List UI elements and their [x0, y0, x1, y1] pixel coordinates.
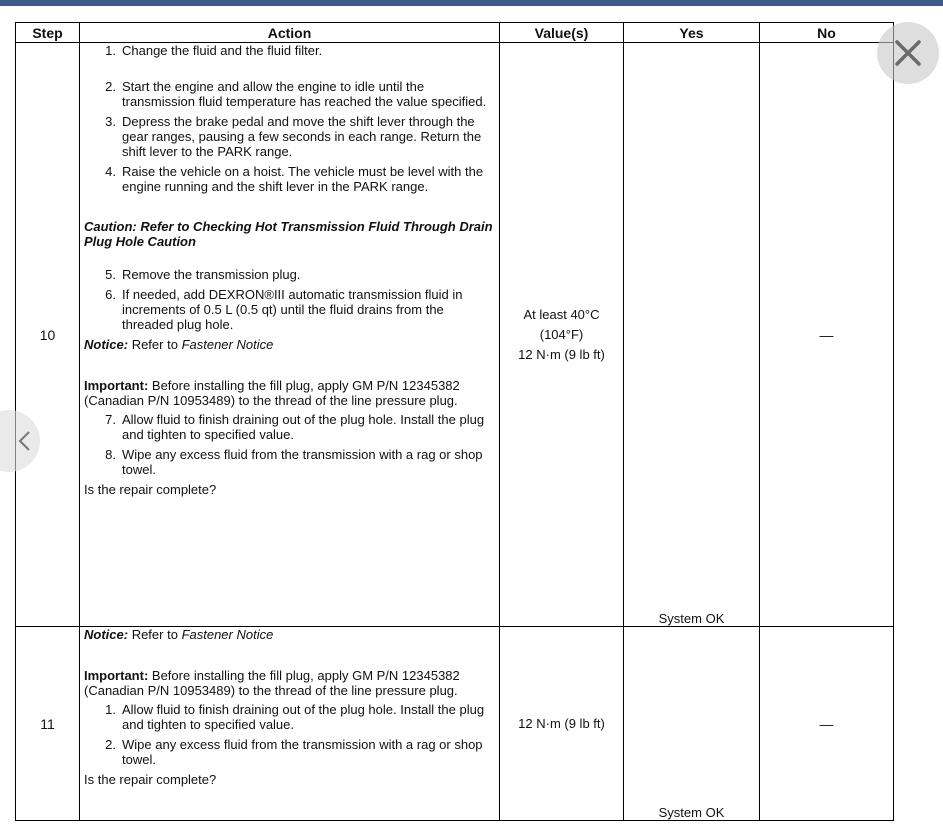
yes-cell: System OK	[624, 43, 760, 627]
window-top-bar	[0, 0, 943, 6]
list-item: 4. Raise the vehicle on a hoist. The vehicle must be level with the engine running and the shift lever in the PARK range.	[105, 164, 484, 194]
list-item: 3. Depress the brake pedal and move the shift lever through the gear ranges, pausing a few seconds in each range. Return the shift lever to the PARK range.	[105, 114, 482, 159]
list-item: 1. Allow fluid to finish draining out of the plug hole. Install the plug and tighten to specified value.	[105, 702, 485, 732]
question-text: Is the repair complete?	[84, 772, 217, 787]
no-dash: —	[819, 326, 834, 343]
question-text: Is the repair complete?	[84, 482, 217, 497]
no-cell	[760, 627, 894, 821]
action-cell	[80, 43, 500, 627]
header-no: No	[760, 23, 894, 43]
yes-cell: System OK	[624, 627, 760, 821]
table-row-step-11	[16, 627, 894, 821]
important-note: Important: Before installing the fill plug, apply GM P/N 12345382 (Canadian P/N 10953489) to the thread of the line pressure plug.	[84, 668, 460, 698]
list-item: 7. Allow fluid to finish draining out of the plug hole. Install the plug and tighten to specified value.	[105, 412, 485, 442]
action-cell	[80, 627, 500, 821]
close-icon	[893, 38, 923, 68]
no-dash: —	[819, 715, 834, 732]
header-action: Action	[80, 23, 500, 43]
header-values: Value(s)	[500, 23, 624, 43]
values-cell	[500, 627, 624, 821]
value-temperature-f: (104°F)	[539, 326, 584, 342]
diagnostic-table	[15, 22, 894, 821]
chevron-left-icon	[10, 426, 40, 456]
caution-note: Caution: Refer to Checking Hot Transmission Fluid Through Drain Plug Hole Caution	[84, 219, 493, 249]
header-step: Step	[16, 23, 80, 43]
close-button[interactable]	[877, 22, 939, 84]
list-item: 1. Change the fluid and the fluid filter.	[105, 43, 323, 58]
header-yes: Yes	[624, 23, 760, 43]
list-item: 8. Wipe any excess fluid from the transmission with a rag or shop towel.	[105, 447, 483, 477]
notice-line: Notice: Refer to Fastener Notice	[84, 337, 274, 352]
important-note: Important: Before installing the fill plug, apply GM P/N 12345382 (Canadian P/N 10953489) to the thread of the line pressure plug.	[84, 378, 460, 408]
step-number: 11	[16, 627, 80, 821]
step-number: 10	[16, 43, 80, 627]
notice-line: Notice: Refer to Fastener Notice	[84, 627, 274, 642]
value-torque: 12 N·m (9 lb ft)	[518, 715, 605, 731]
table-row-step-10	[16, 43, 894, 627]
list-item: 2. Wipe any excess fluid from the transmission with a rag or shop towel.	[105, 737, 483, 767]
value-torque: 12 N·m (9 lb ft)	[518, 346, 605, 362]
list-item: 5. Remove the transmission plug.	[105, 267, 301, 282]
no-cell	[760, 43, 894, 627]
list-item: 6. If needed, add DEXRON®III automatic transmission fluid in increments of 0.5 L (0.5 qt) until the fluid drains from the threaded plug hole.	[105, 287, 463, 332]
list-item: 2. Start the engine and allow the engine to idle until the transmission fluid temperature has reached the value specified.	[105, 79, 487, 109]
value-temperature: At least 40°C	[523, 306, 600, 322]
table-header-row	[16, 23, 894, 43]
values-cell	[500, 43, 624, 627]
